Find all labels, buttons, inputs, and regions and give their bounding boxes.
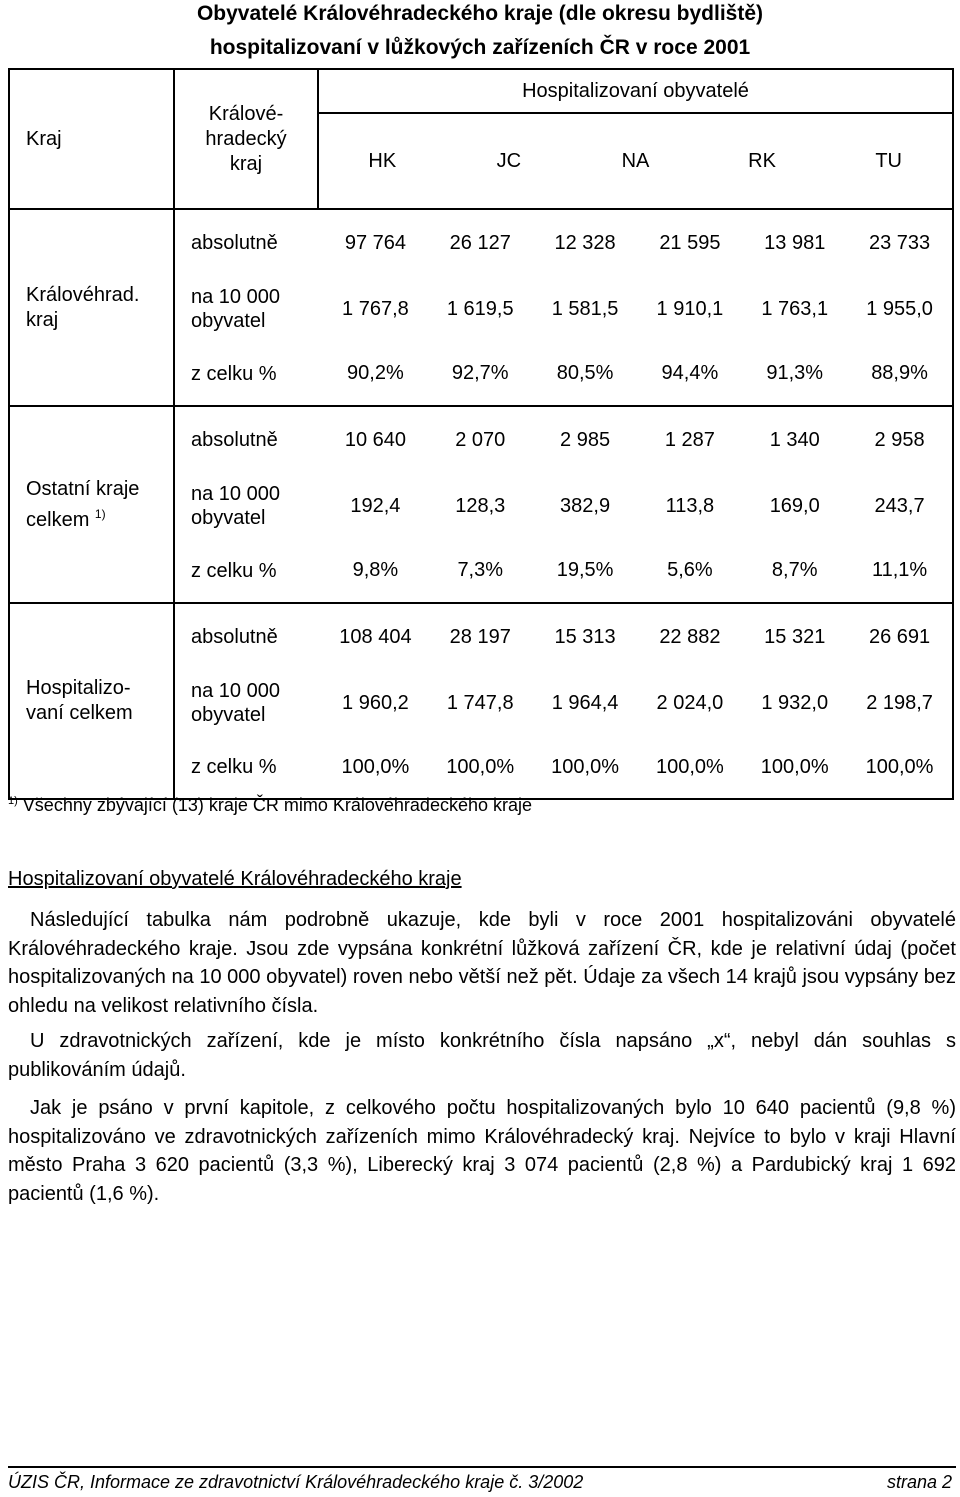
header-col-hk: HK [368,149,397,172]
paragraph: Následující tabulka nám podrobně ukazuje, kde byli v roce 2001 hospitalizováni obyvatelé Královéhradeckého kraje. Jsou zde vypsána konkrétní lůžková zařízení ČR, kde je relativní údaj (počet hospitalizovaných na 10 000 obyvatel) roven nebo větší než pět. Údaje za všech 14 krajů jsou vypsány bez ohledu na velikost relativního čísla. [8,909,956,1017]
cell-na: 100,0% [655,755,724,778]
cell-jc: 382,9 [560,494,611,517]
row-label: obyvatel [191,704,266,726]
block-data-kralovehrad [174,209,953,406]
cell-hk: 128,3 [455,494,506,517]
header-kraj-hk-line: hradecký [205,127,287,150]
cell-kraj: 1 960,2 [342,691,409,714]
cell-tu: 23 733 [868,231,931,254]
block-label-line: kraj [26,308,59,331]
row-label: absolutně [191,429,278,451]
block-label-line: Královéhrad. [26,283,140,306]
header-col-rk: RK [748,149,776,172]
cell-kraj: 192,4 [350,494,401,517]
row-label: z celku % [191,559,277,582]
cell-kraj: 1 767,8 [342,297,409,320]
cell-rk: 169,0 [769,494,820,517]
footnote-marker: 1) [8,795,18,807]
paragraph: U zdravotnických zařízení, kde je místo konkrétního čísla napsáno „x“, nebyl dán souhlas s publikováním údajů. [8,1030,956,1081]
cell-kraj: 97 764 [344,231,406,254]
cell-hk: 26 127 [449,231,511,254]
table-row-z-celku [175,737,952,797]
table-footnote [8,795,532,816]
cell-kraj: 90,2% [347,362,404,384]
cell-jc: 100,0% [551,755,619,778]
block-label-line: celkem [26,508,90,531]
cell-rk: 1 932,0 [761,691,829,714]
cell-kraj: 108 404 [339,625,412,648]
cell-rk: 91,3% [766,362,824,384]
cell-kraj: 100,0% [341,755,410,778]
cell-jc: 80,5% [556,362,614,384]
cell-na: 21 595 [659,231,721,254]
header-col-tu: TU [875,149,902,172]
cell-rk: 100,0% [760,755,829,778]
table-row-absolutne [175,408,952,472]
header-kraj: Kraj [9,69,174,209]
block-label-line: vaní celkem [26,702,133,724]
cell-tu: 26 691 [868,625,931,648]
cell-rk: 15 321 [764,625,826,648]
block-label-hospitalizovani-celkem [9,603,174,799]
row-label: z celku % [191,756,277,778]
footer-publication: ÚZIS ČR, Informace ze zdravotnictví Královéhradeckého kraje č. 3/2002 [8,1472,584,1492]
header-kraj-hk-line: Králové- [208,102,284,125]
cell-tu: 88,9% [871,362,928,384]
row-label: z celku % [191,362,277,385]
row-label: absolutně [191,626,278,648]
footer-page-number: strana 2 [886,1472,952,1492]
cell-jc: 1 964,4 [551,691,619,714]
cell-hk: 2 070 [455,428,506,451]
row-label: absolutně [191,232,278,254]
cell-na: 1 910,1 [656,297,724,320]
cell-hk: 100,0% [446,755,515,778]
cell-rk: 13 981 [764,231,826,254]
header-cols [318,113,953,209]
block-data-ostatni-kraje [174,406,953,603]
document-title-line2: hospitalizovaní v lůžkových zařízeních ČR v roce 2001 [209,36,751,59]
document-title-line1: Obyvatelé Královéhradeckého kraje (dle okresu bydliště) [196,2,764,25]
block-data-hospitalizovani-celkem [174,603,953,799]
footer-divider [8,1466,956,1468]
cell-jc: 12 328 [554,231,616,254]
header-kraj-hk [174,69,318,209]
table-row-na-10000 [175,275,952,343]
row-label: na 10 000 [191,483,280,505]
cell-rk: 1 763,1 [761,297,829,320]
cell-kraj: 10 640 [344,428,406,451]
cell-jc: 2 985 [560,428,611,451]
cell-jc: 19,5% [556,559,614,581]
block-label-kralovehrad [9,209,174,406]
cell-tu: 2 198,7 [866,691,933,714]
cell-hk: 92,7% [451,362,509,384]
paragraph: Jak je psáno v první kapitole, z celkového počtu hospitalizovaných bylo 10 640 pacientů (9,8 %) hospitalizováno ve zdravotnických zařízeních mimo Královéhradecký kraj. Nejvíce to bylo v kraji Hlavní město Praha 3 620 pacientů (3,3 %), Liberecký kraj 3 074 pacientů (2,8 %) a Pardubický kraj 1 692 pacientů (1,6 %). [8,1097,956,1205]
table-row-z-celku [175,540,952,601]
section-title: Hospitalizovaní obyvatelé Královéhradeckého kraje [8,868,462,890]
cell-tu: 243,7 [874,494,925,517]
cell-na: 1 287 [664,428,715,451]
cell-hk: 28 197 [449,625,511,648]
cell-jc: 1 581,5 [551,297,619,320]
cell-na: 2 024,0 [656,691,724,714]
cell-rk: 1 340 [769,428,820,451]
table-row-absolutne [175,605,952,669]
cell-tu: 11,1% [871,559,928,581]
table-row-na-10000 [175,472,952,540]
header-col-jc: JC [496,149,522,172]
row-label: obyvatel [191,507,266,529]
cell-tu: 1 955,0 [866,297,933,320]
cell-hk: 1 619,5 [446,297,514,320]
cell-jc: 15 313 [554,625,616,648]
table-row-na-10000 [175,669,952,737]
row-label: na 10 000 [191,680,280,702]
block-label-line: Ostatní kraje [26,477,140,500]
cell-hk: 1 747,8 [446,691,514,714]
footnote-marker: 1) [94,506,106,521]
block-label-line: Hospitalizo- [26,677,131,699]
table-row-z-celku [175,343,952,404]
cell-na: 113,8 [665,494,715,517]
cell-na: 5,6% [667,559,713,581]
header-col-na: NA [621,149,650,172]
cell-kraj: 9,8% [352,559,399,581]
row-label: na 10 000 [191,286,280,308]
cell-hk: 7,3% [457,559,504,581]
cell-tu: 2 958 [874,428,925,451]
block-label-ostatni-kraje [9,406,174,603]
table-row-absolutne [175,211,952,275]
cell-na: 22 882 [659,625,721,648]
cell-na: 94,4% [661,362,719,384]
row-label: obyvatel [191,310,266,332]
header-group: Hospitalizovaní obyvatelé [318,69,953,113]
header-kraj-hk-line: kraj [229,152,263,175]
footnote-text: Všechny zbývající (13) kraje ČR mimo Královéhradeckého kraje [22,795,532,815]
cell-rk: 8,7% [771,559,818,581]
hospitalization-table [8,68,954,800]
cell-tu: 100,0% [865,755,934,778]
